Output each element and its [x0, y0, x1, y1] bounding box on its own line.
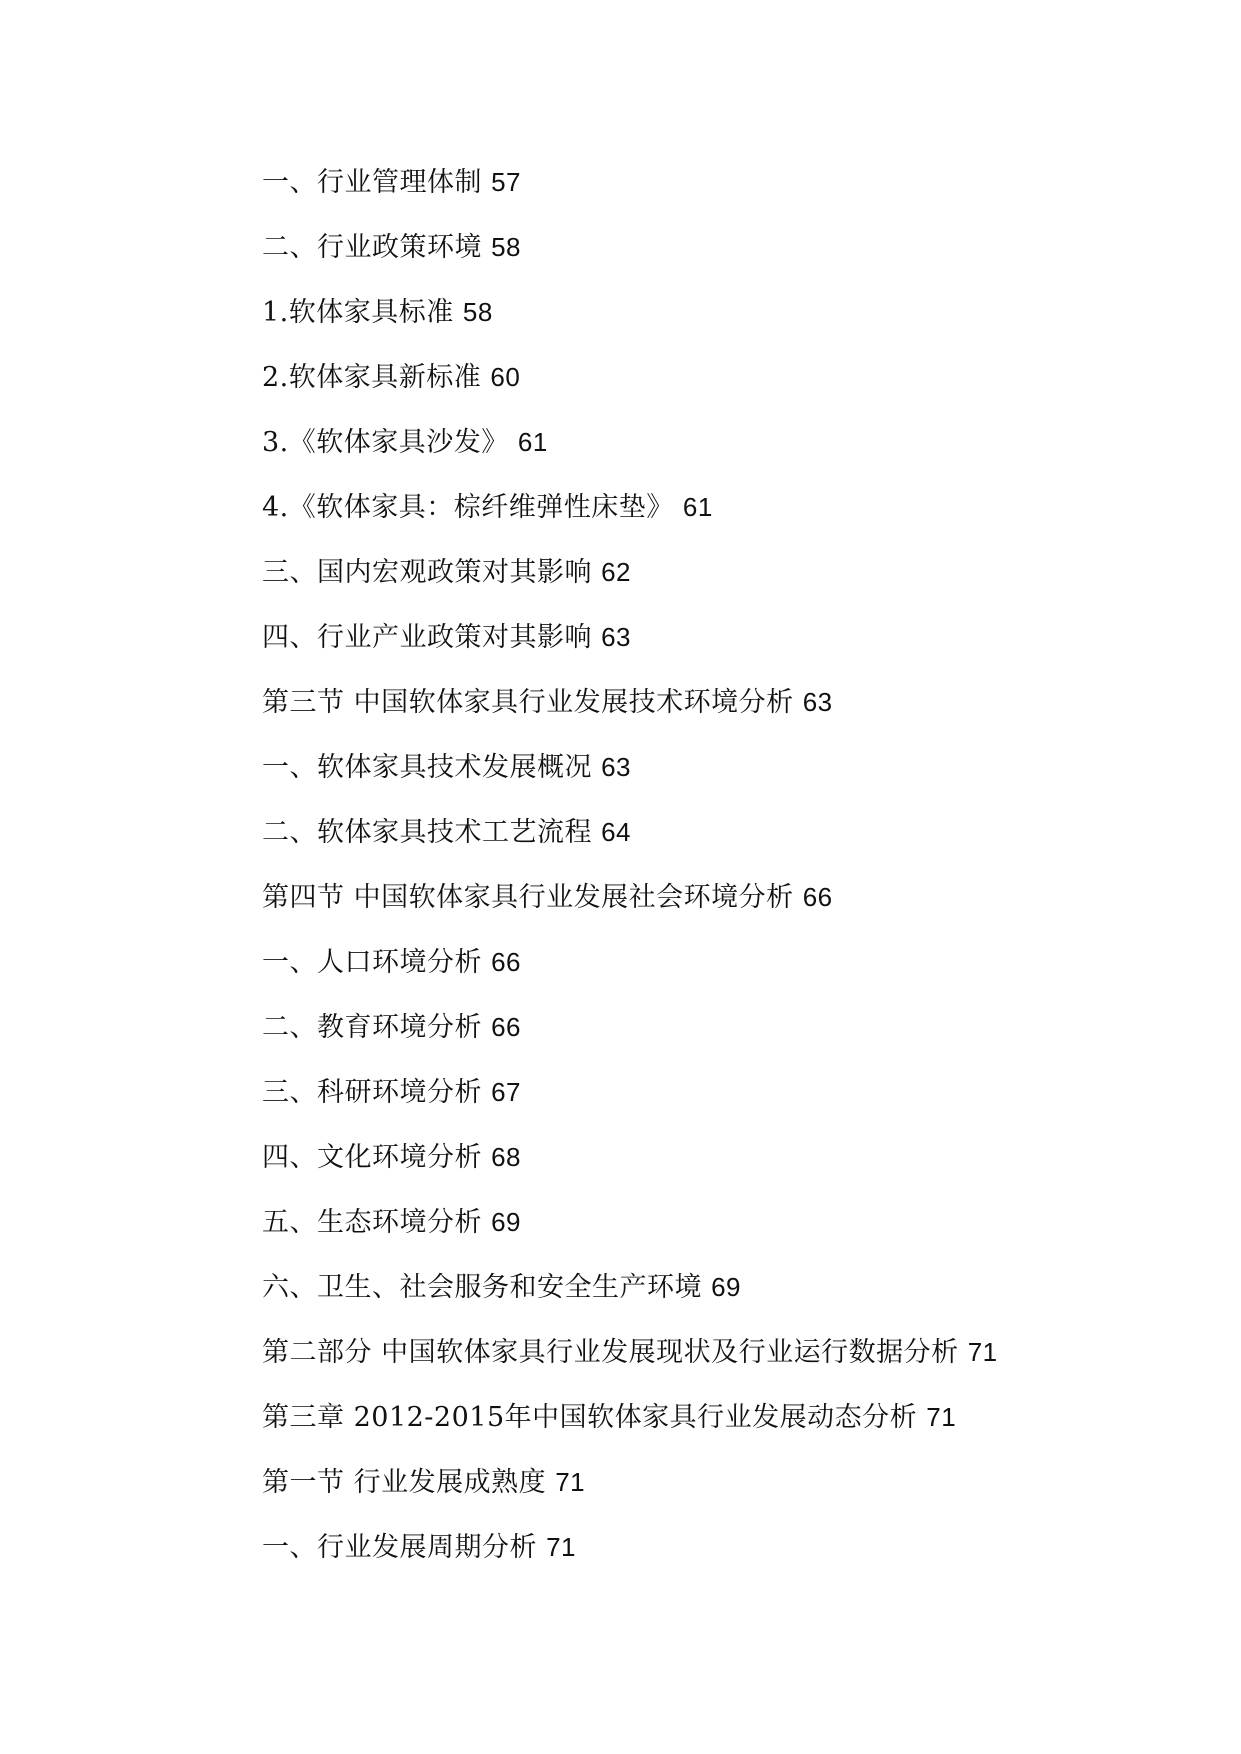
toc-entry-page: 64: [601, 817, 632, 847]
toc-entry-page: 66: [802, 882, 833, 912]
toc-entry: [262, 1135, 998, 1200]
toc-entry-page: 57: [491, 167, 522, 197]
toc-entry: [262, 420, 998, 485]
toc-entry-title: 3.《软体家具沙发》: [262, 427, 509, 458]
toc-entry: [262, 1525, 998, 1590]
toc-entry-page: 71: [546, 1532, 577, 1562]
toc-entry-title: 第三章 2012-2015年中国软体家具行业发展动态分析: [262, 1402, 918, 1433]
toc-entry-title: 四、文化环境分析: [262, 1142, 482, 1173]
toc-entry-title: 4.《软体家具：棕纤维弹性床垫》: [262, 492, 674, 523]
toc-entry: [262, 1200, 998, 1265]
toc-entry: [262, 1005, 998, 1070]
toc-entry-title: 第二部分 中国软体家具行业发展现状及行业运行数据分析: [262, 1337, 959, 1368]
toc-entry: [262, 1265, 998, 1330]
toc-entry-page: 58: [462, 297, 493, 327]
toc-entry: [262, 1460, 998, 1525]
toc-entry-page: 60: [490, 362, 521, 392]
toc-entry: [262, 550, 998, 615]
toc-entry-title: 二、行业政策环境: [262, 232, 482, 263]
toc-entry-title: 五、生态环境分析: [262, 1207, 482, 1238]
toc-entry-page: 61: [682, 492, 713, 522]
toc-entry-title: 三、国内宏观政策对其影响: [262, 557, 592, 588]
toc-entry-page: 62: [601, 557, 632, 587]
toc-entry-title: 四、行业产业政策对其影响: [262, 622, 592, 653]
toc-entry: [262, 1070, 998, 1135]
toc-entry-title: 第三节 中国软体家具行业发展技术环境分析: [262, 687, 794, 718]
toc-entry-title: 第四节 中国软体家具行业发展社会环境分析: [262, 882, 794, 913]
toc-entry-title: 2.软体家具新标准: [262, 362, 482, 393]
toc-entry: [262, 745, 998, 810]
toc-entry-page: 66: [491, 1012, 522, 1042]
toc-entry-title: 二、软体家具技术工艺流程: [262, 817, 592, 848]
toc-entry-page: 69: [711, 1272, 742, 1302]
toc-entry: [262, 290, 998, 355]
toc-entry-page: 63: [802, 687, 833, 717]
toc-entry-page: 67: [491, 1077, 522, 1107]
toc-entry: [262, 1395, 998, 1460]
toc-entry-page: 71: [967, 1337, 998, 1367]
toc-entry-title: 二、教育环境分析: [262, 1012, 482, 1043]
toc-entry-page: 69: [491, 1207, 522, 1237]
toc-entry-title: 一、人口环境分析: [262, 947, 482, 978]
toc-entry: [262, 355, 998, 420]
toc-entry-page: 71: [555, 1467, 586, 1497]
toc-entry-page: 61: [517, 427, 548, 457]
toc-entry-title: 六、卫生、社会服务和安全生产环境: [262, 1272, 702, 1303]
toc-entry-page: 63: [601, 622, 632, 652]
toc-entry: [262, 940, 998, 1005]
table-of-contents: [262, 160, 998, 1590]
toc-entry: [262, 810, 998, 875]
toc-entry-title: 第一节 行业发展成熟度: [262, 1467, 547, 1498]
toc-entry: [262, 875, 998, 940]
toc-entry-page: 63: [601, 752, 632, 782]
toc-entry-title: 一、行业发展周期分析: [262, 1532, 537, 1563]
toc-entry: [262, 680, 998, 745]
toc-entry-title: 1.软体家具标准: [262, 297, 454, 328]
toc-entry: [262, 225, 998, 290]
toc-entry-title: 一、软体家具技术发展概况: [262, 752, 592, 783]
toc-entry-title: 三、科研环境分析: [262, 1077, 482, 1108]
toc-entry: [262, 160, 998, 225]
toc-entry-page: 58: [491, 232, 522, 262]
toc-entry-page: 71: [926, 1402, 957, 1432]
toc-entry: [262, 615, 998, 680]
toc-entry: [262, 485, 998, 550]
toc-entry-page: 68: [491, 1142, 522, 1172]
toc-entry-page: 66: [491, 947, 522, 977]
toc-entry: [262, 1330, 998, 1395]
toc-entry-title: 一、行业管理体制: [262, 167, 482, 198]
